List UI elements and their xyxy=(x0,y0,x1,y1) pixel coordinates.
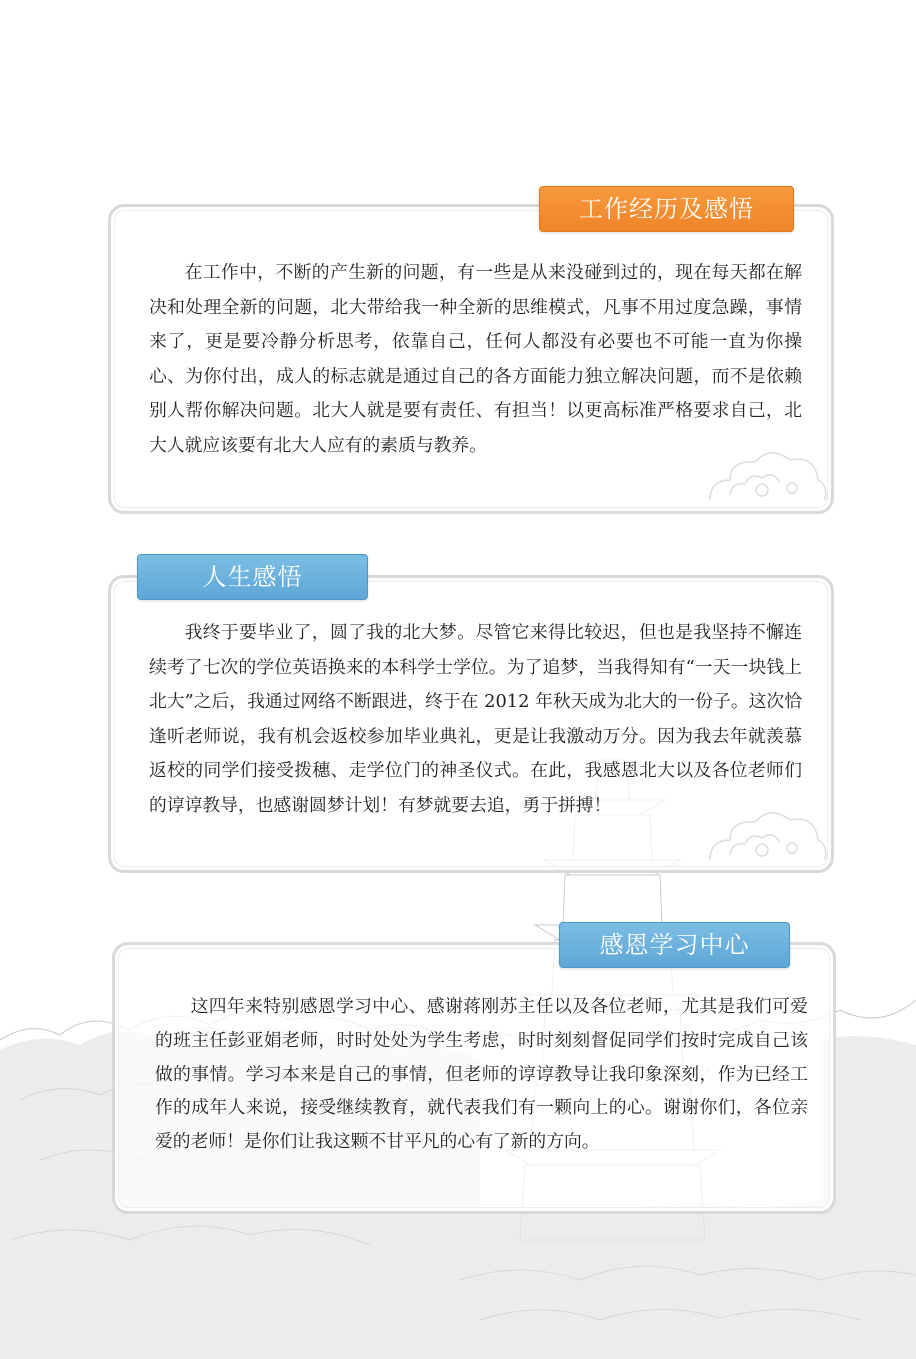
life-reflection-title: 人生感悟 xyxy=(137,554,368,600)
gratitude-title: 感恩学习中心 xyxy=(559,922,790,968)
work-experience-title: 工作经历及感悟 xyxy=(539,186,794,232)
gratitude-text: 这四年来特别感恩学习中心、感谢蒋刚苏主任以及各位老师，尤其是我们可爱的班主任彭亚娟老师，时时处处为学生考虑，时时刻刻督促同学们按时完成自己该做的事情。学习本来是自己的事情，但老师的谆谆教导让我印象深刻，作为已经工作的成年人来说，接受继续教育，就代表我们有一颗向上的心。谢谢你们，各位亲爱的老师！是你们让我这颗不甘平凡的心有了新的方向。 xyxy=(155,996,808,1153)
work-experience-text: 在工作中，不断的产生新的问题，有一些是从来没碰到过的，现在每天都在解决和处理全新的问题，北大带给我一种全新的思维模式，凡事不用过度急躁，事情来了，更是要冷静分析思考，依靠自己，任何人都没有必要也不可能一直为你操心、为你付出，成人的标志就是通过自己的各方面能力独立解决问题，而不是依赖别人帮你解决问题。北大人就是要有责任、有担当！以更高标准严格要求自己，北大人就应该要有北大人应有的素质与教养。 xyxy=(149,262,802,456)
life-reflection-text: 我终于要毕业了，圆了我的北大梦。尽管它来得比较迟，但也是我坚持不懈连续考了七次的学位英语换来的本科学士学位。为了追梦，当我得知有“一天一块钱上北大”之后，我通过网络不断跟进，终于在 2012 年秋天成为北大的一份子。这次恰逢听老师说，我有机会返校参加毕业典礼，更是让我激动万分。因为我去年就羡慕返校的同学们接受拨穗、走学位门的神圣仪式。在此，我感恩北大以及各位老师们的谆谆教导，也感谢圆梦计划！有梦就要去追，勇于拼搏！ xyxy=(149,622,802,816)
